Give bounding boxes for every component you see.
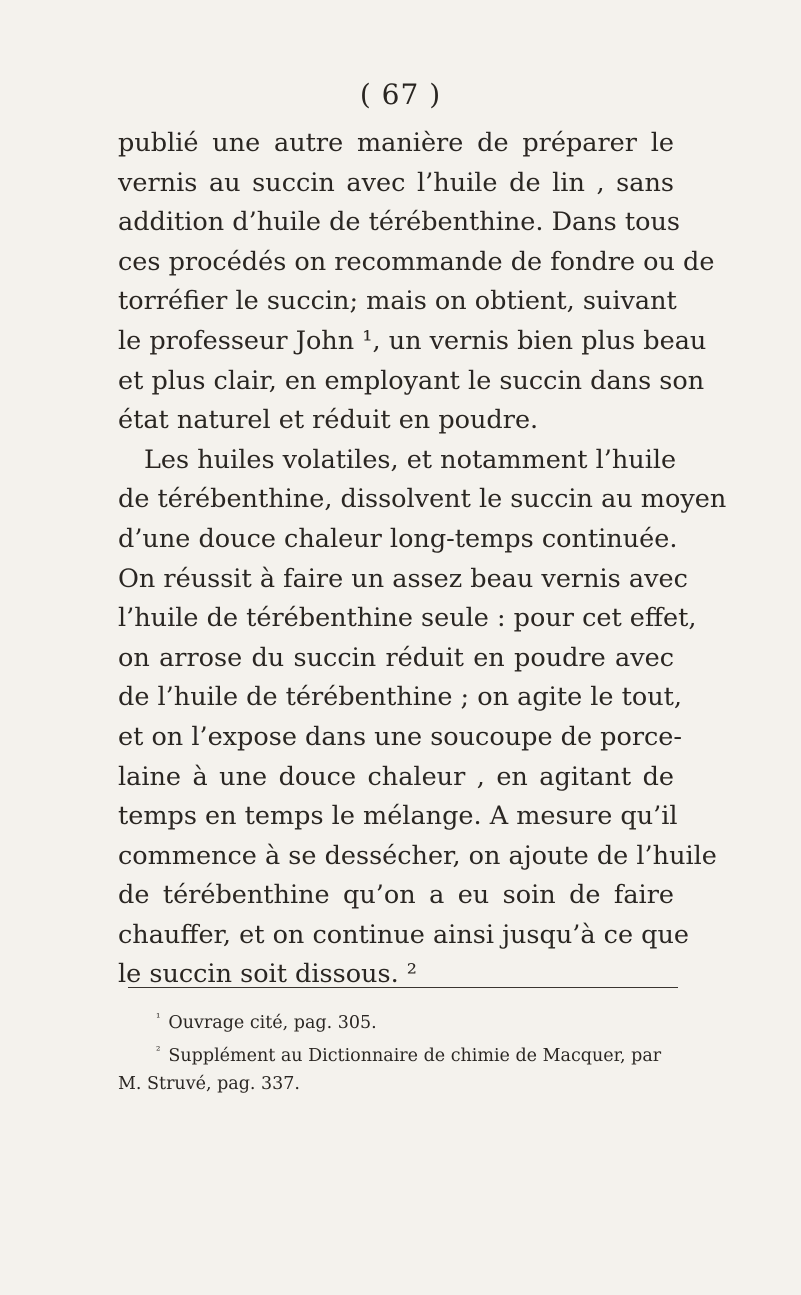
- text-line: de térébenthine qu’on a eu soin de faire: [118, 880, 674, 911]
- text-line: temps en temps le mélange. A mesure qu’il: [118, 801, 678, 832]
- text-line: ces procédés on recommande de fondre ou de: [118, 246, 715, 277]
- text-line: publié une autre manière de préparer le: [118, 128, 674, 158]
- text-line: torréfier le succin; mais on obtient, suivant: [118, 286, 677, 317]
- footnote-1: [118, 1004, 678, 1037]
- text-line: laine à une douce chaleur , en agitant de: [118, 761, 674, 792]
- text-line: On réussit à faire un assez beau vernis avec: [118, 563, 688, 594]
- footnote-2-continuation: M. Struvé, pag. 337.: [118, 1073, 300, 1094]
- text-line: de l’huile de térébenthine ; on agite le tout,: [118, 682, 682, 713]
- text-line: chauffer, et on continue ainsi jusqu’à ce que: [118, 919, 689, 950]
- footnote-text: Ouvrage cité, pag. 305.: [168, 1012, 377, 1033]
- text-line: l’huile de térébenthine seule : pour cet effet,: [118, 603, 697, 634]
- footnote-divider: [128, 987, 678, 988]
- footnotes: [118, 1004, 678, 1098]
- text-line: commence à se dessécher, on ajoute de l’huile: [118, 840, 717, 871]
- text-line: et on l’expose dans une soucoupe de porce-: [118, 721, 683, 752]
- footnote-2: [118, 1037, 678, 1070]
- page-number: ( 67 ): [359, 78, 442, 111]
- text-line: vernis au succin avec l’huile de lin , sans: [118, 167, 674, 198]
- footnote-marker: ²: [156, 1043, 161, 1057]
- text-line: de térébenthine, dissolvent le succin au moyen: [118, 484, 727, 515]
- footnote-text: Supplément au Dictionnaire de chimie de Macquer, par: [168, 1045, 662, 1066]
- body-text: [118, 124, 727, 995]
- text-line: état naturel et réduit en poudre.: [118, 405, 539, 436]
- text-line: le professeur John ¹, un vernis bien plus beau: [118, 325, 707, 356]
- text-line: d’une douce chaleur long-temps continuée.: [118, 523, 678, 554]
- text-line: et plus clair, en employant le succin dans son: [118, 365, 705, 396]
- text-line: le succin soit dissous. ²: [118, 959, 418, 990]
- text-line: on arrose du succin réduit en poudre avec: [118, 642, 674, 673]
- footnote-marker: ¹: [156, 1011, 161, 1024]
- text-line: Les huiles volatiles, et notamment l’huile: [144, 444, 677, 475]
- text-line: addition d’huile de térébenthine. Dans tous: [118, 207, 680, 238]
